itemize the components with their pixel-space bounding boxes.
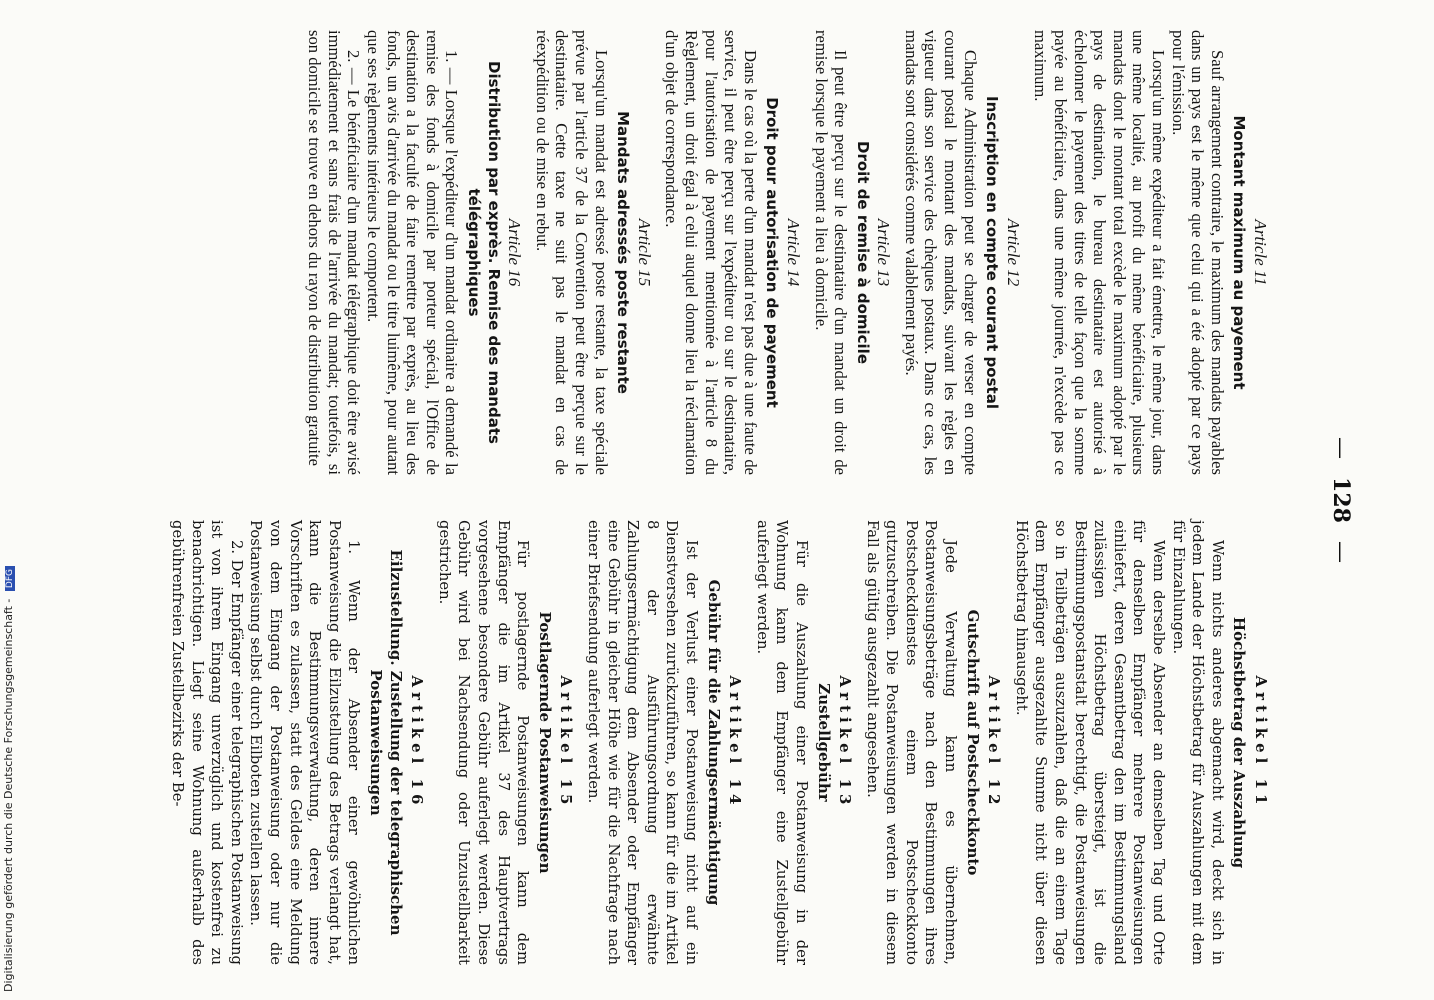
article-paragraph: Il peut être perçu sur le destinataire d'un mandat un droit de remise lorsque le payement a lieu à domicile. xyxy=(811,30,851,475)
page-number: 128 xyxy=(1328,477,1354,523)
french-article xyxy=(305,30,525,475)
article-title: Eilzustellung. Zustellung der telegraphischen Postanweisungen xyxy=(367,549,405,936)
article-heading: Article 12 xyxy=(1003,218,1023,287)
article-paragraph: Für die Auszahlung einer Postanweisung in der Wohnung kann dem Empfänger eine Zustellgebühr auferlegt werden. xyxy=(753,520,810,965)
article-paragraph: 1. Wenn der Absender einer gewöhnlichen Postanweisung die Eilzustellung des Betrags verlangt hat, kann die Bestimmungsverwaltung, deren innere Vorschriften es zulassen, statt des Geldes eine Meldung von dem Eingang der Postanweisung oder nur die Postanweisung selbst durch Eilboten zustellen lassen. xyxy=(247,520,363,965)
page-header xyxy=(1328,0,1354,1000)
header-dash-left: — xyxy=(1328,437,1353,460)
article-heading: Artikel 11 xyxy=(1252,675,1270,810)
article-paragraph: Lorsqu'un mandat est adressé poste restante, la taxe spéciale prévue par l'article 37 de la Convention peut être perçue sur le destinataire. Cette taxe ne suit pas le mandat en cas de réexpédition ou de mise en rebut. xyxy=(532,30,611,475)
german-article xyxy=(434,520,575,965)
article-title: Distribution par exprès. Remise des mandats télégraphiques xyxy=(465,61,503,444)
article-heading: Artikel 16 xyxy=(408,675,427,810)
article-paragraph: Lorsqu'un même expéditeur a fait émettre, le même jour, dans une même localité, au profit du même bénéficiaire, plusieurs mandats dont le montant total excède le maximum adopté par le pays de destination, le bureau destinataire est autorisé à échelonner le payement des titres de telle façon que la somme payée au bénéficiaire, dans une même journée, n'excède pas ce maximum. xyxy=(1031,30,1169,475)
article-heading: Artikel 12 xyxy=(985,675,1004,810)
header-dash-right: — xyxy=(1328,540,1353,563)
article-heading: Artikel 15 xyxy=(557,675,576,810)
article-heading: Article 14 xyxy=(783,218,803,287)
article-paragraph: Jede Verwaltung kann es übernehmen, Postanweisungsbeträge nach den Bestimmungen ihres Postscheckdienstes einem Postscheckkonto gutzuschreiben. Die Postanweisungen werden in diesem Fall als gültig ausgezahlt angesehen. xyxy=(863,520,960,965)
article-paragraph: Sauf arrangement contraire, le maximum des mandats payables dans un pays est le même que celui qui a été adopté par ce pays pour l'émission. xyxy=(1168,30,1227,475)
article-paragraph: 2. Der Empfänger einer telegraphischen Postanweisung ist von ihrem Eingang unverzüglich und kostenfrei zu benachrichtigen. Liegt seine Wohnung außerhalb des gebührenfreien Zustellbezirks der Be- xyxy=(169,520,245,965)
article-title: Inscription en compte courant postal xyxy=(983,96,1002,409)
german-article xyxy=(752,520,854,965)
footer-text: Digitalisierung gefördert durch die Deutsche Forschungsgemeinschaft - xyxy=(2,598,15,992)
german-column xyxy=(160,520,1274,965)
article-heading: Article 15 xyxy=(634,218,654,287)
german-article xyxy=(862,520,1003,965)
article-title: Droit de remise à domicile xyxy=(853,141,872,364)
article-title: Gutschrift auf Postscheckkonto xyxy=(963,609,982,876)
article-title: Postlagernde Postanweisungen xyxy=(535,611,554,874)
article-heading: Article 16 xyxy=(505,218,525,287)
article-paragraph: Für postlagernde Postanweisungen kann dem Empfänger die im Artikel 37 des Hauptvertrags vorgesehene besondere Gebühr auferlegt werden. Diese Gebühr wird bei Nachsendung oder Unzustellbarkeit gestrichen. xyxy=(435,520,532,965)
article-paragraph: Dans le cas où la perte d'un mandat n'est pas due à une faute de service, il peut être perçu sur l'expéditeur ou sur le destinataire, pour l'autorisation de payement mentionnée à l'article 8 du Règlement, un droit égal à celui auquel donne lieu la réclamation d'un objet de correspondance. xyxy=(662,30,760,475)
dfg-footer xyxy=(0,0,30,1000)
article-heading: Artikel 13 xyxy=(836,675,855,810)
article-paragraph: 1. — Lorsque l'expéditeur d'un mandat ordinaire a demandé la remise des fonds à domicile par porteur spécial, l'Office de destination a la faculté de faire remettre par exprès, au lieu des fonds, un avis d'arrivée du mandat ou le titre luimême, pour autant que ses règlements intérieurs le comportent. xyxy=(364,30,462,475)
article-paragraph: Ist der Verlust einer Postanweisung nicht auf ein Dienstversehen zurückzuführen, so kann für die im Artikel 8 der Ausführungsordnung erwähnte Zahlungsermächtigung dem Absender oder Empfänger eine Gebühr in gleicher Höhe wie für die Nachfrage nach einer Briefsendung auferlegt werden. xyxy=(585,520,700,965)
french-article xyxy=(1031,30,1270,475)
article-heading: Article 13 xyxy=(874,218,894,287)
french-article xyxy=(901,30,1023,475)
article-paragraph: Chaque Administration peut se charger de verser en compte courant postal le montant des mandats, suivant les règles en vigueur dans son service des chèques postaux. Dans ce cas, les mandats sont considérés comme valablement payés. xyxy=(901,30,980,475)
french-article xyxy=(662,30,803,475)
french-article xyxy=(532,30,654,475)
german-article xyxy=(583,520,744,965)
article-paragraph: Wenn derselbe Absender an demselben Tag und Orte für denselben Empfänger mehrere Postanweisungen einliefert, deren Gesamtbetrag den im Bestimmungsland zulässigen Höchstbetrag übersteigt, ist die Bestimmungspostanstalt berechtigt, die Postanweisungen so in Teilbeträgen auszuzahlen, daß die an einem Tage dem Empfänger ausgezahlte Summe nicht über diesen Höchstbetrag hinausgeht. xyxy=(1012,520,1168,965)
article-paragraph: 2. — Le bénéficiaire d'un mandat télégraphique doit être avisé immédiatement et sans frais de l'arrivée du mandat; toutefois, si son domicile se trouve en dehors du rayon de distribution gratuite xyxy=(305,30,364,475)
dfg-logo: DFG xyxy=(5,566,15,591)
article-title: Höchstbetrag der Auszahlung xyxy=(1230,616,1249,869)
french-column xyxy=(297,30,1274,475)
german-article xyxy=(168,520,427,965)
article-title: Zustellgebühr xyxy=(814,683,833,802)
article-title: Droit pour autorisation de payement xyxy=(763,97,782,408)
article-title: Mandats adressés poste restante xyxy=(614,111,633,394)
article-title: Gebühr für die Zahlungsermächtigung xyxy=(704,579,723,906)
article-title: Montant maximum au payement xyxy=(1230,115,1249,390)
article-paragraph: Wenn nichts anderes abgemacht wird, deckt sich in jedem Lande der Höchstbetrag für Auszahlungen mit dem für Einzahlungen. xyxy=(1169,520,1226,965)
german-article xyxy=(1011,520,1270,965)
article-heading: Artikel 14 xyxy=(726,675,745,810)
french-article xyxy=(811,30,893,475)
article-heading: Article 11 xyxy=(1251,219,1270,286)
